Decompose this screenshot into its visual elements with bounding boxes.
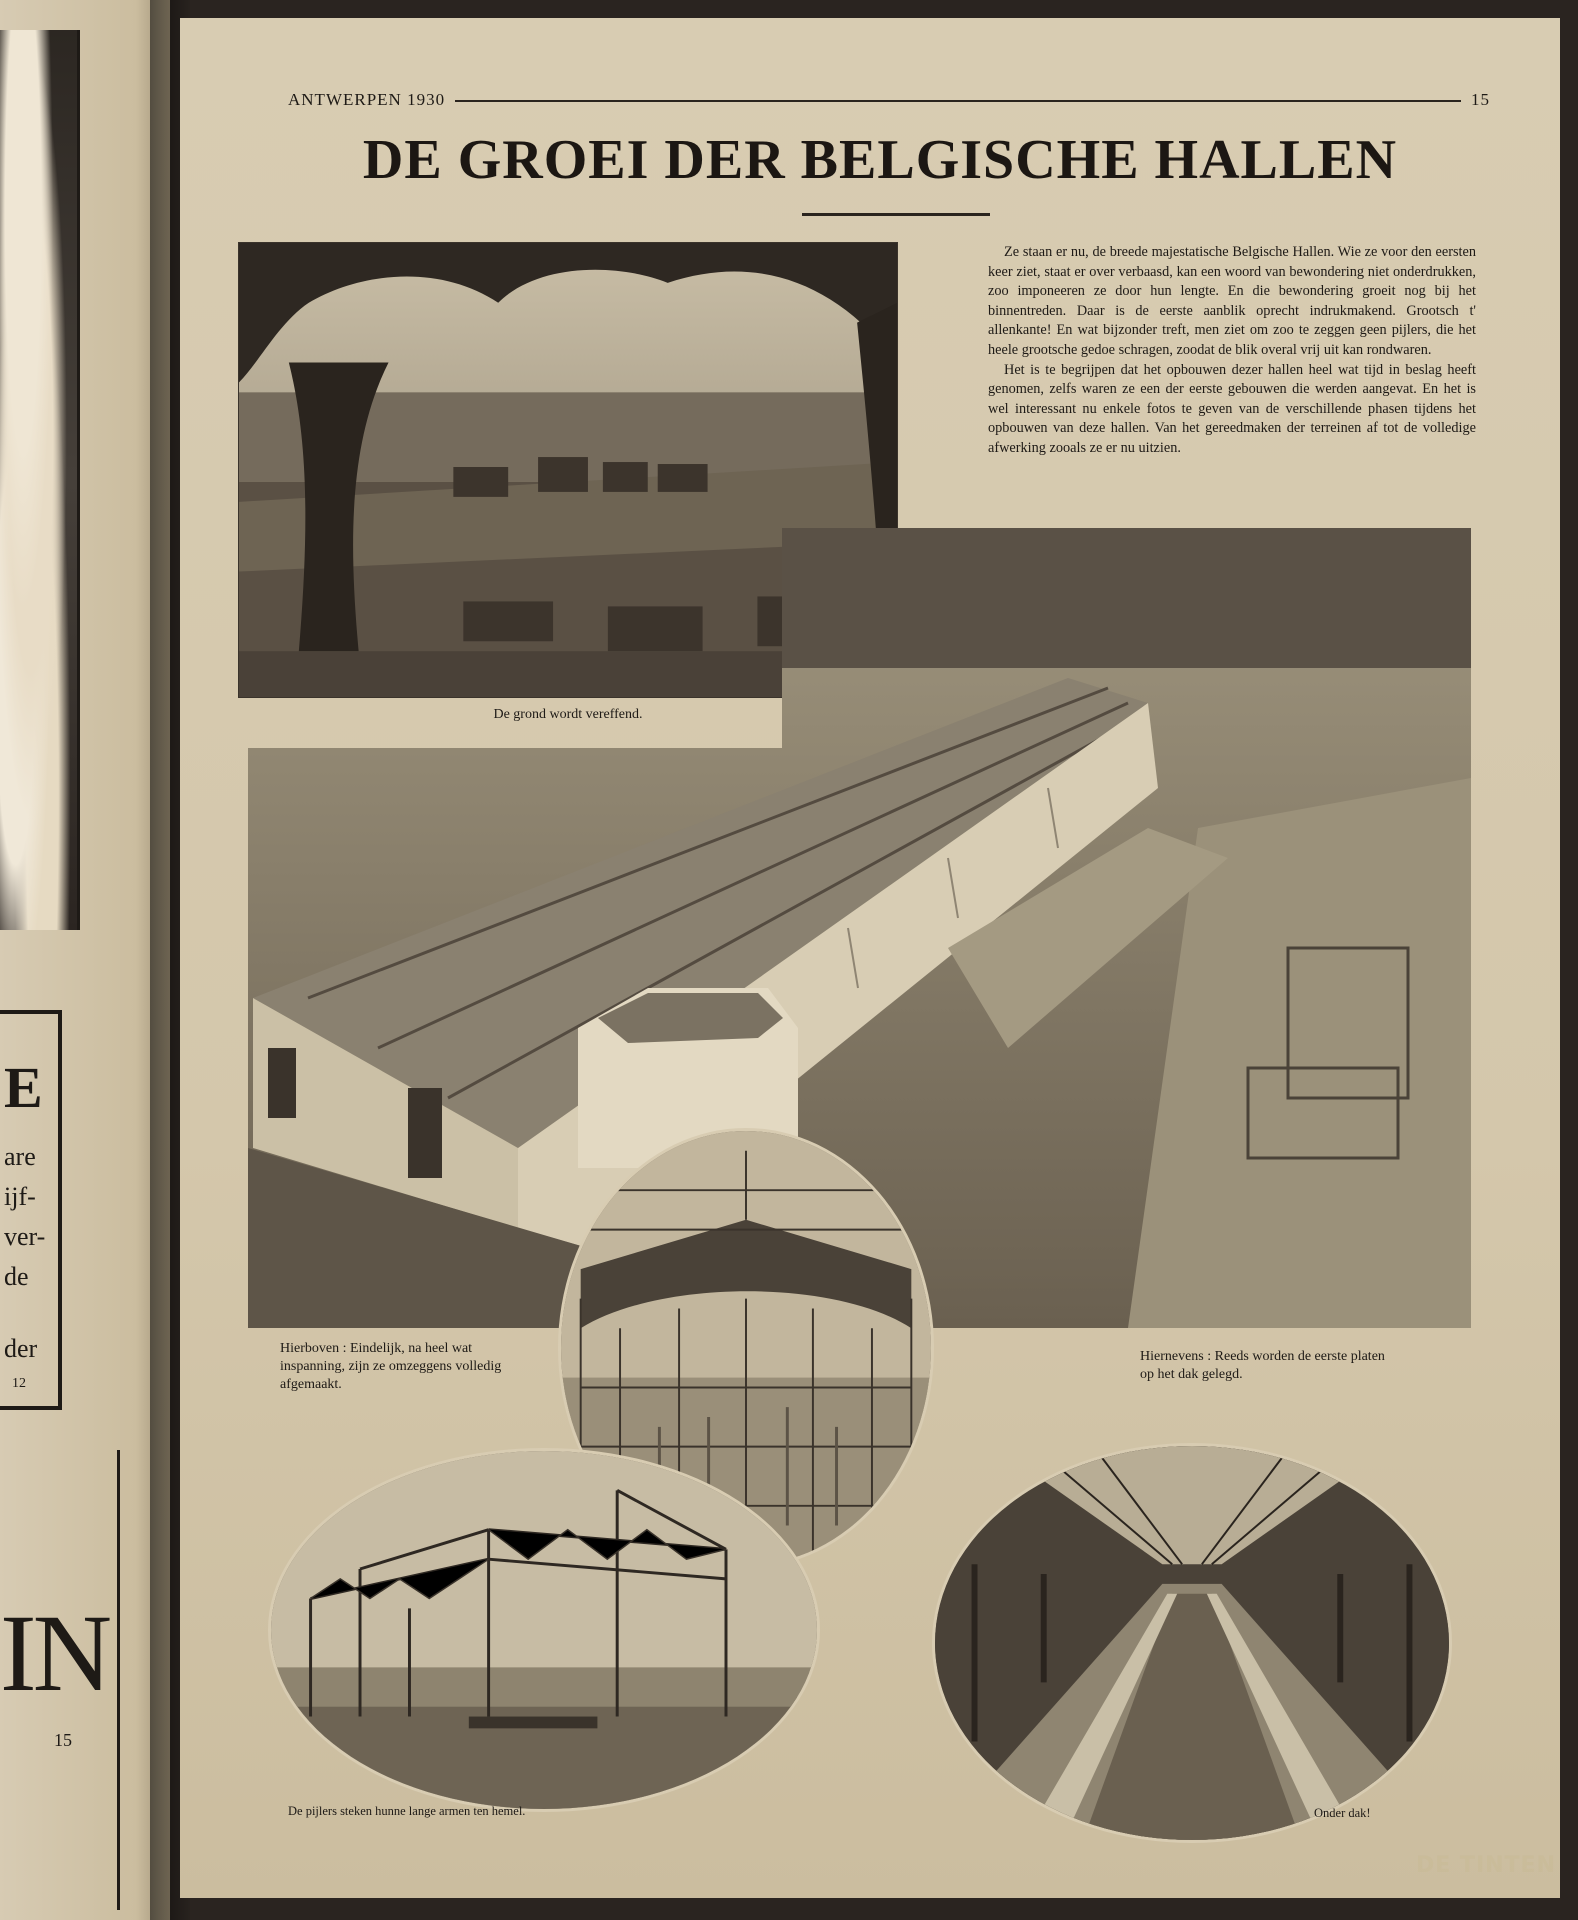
caption-ground: De grond wordt vereffend. bbox=[493, 707, 643, 722]
advert-large-text: IN bbox=[0, 1592, 109, 1714]
caption-roof: Onder dak! bbox=[1314, 1806, 1371, 1820]
caption-above: Hierboven : Eindelijk, na heel wat inspanning, zijn ze omzeggens volledig afgemaakt. bbox=[280, 1341, 502, 1392]
watermark: DE TINTEN bbox=[1415, 1853, 1556, 1878]
left-page-lower-advert bbox=[0, 1450, 120, 1910]
running-header bbox=[288, 88, 1490, 112]
advert-number: 12 bbox=[12, 1376, 26, 1391]
page-title: DE GROEI DER BELGISCHE HALLEN bbox=[362, 129, 1398, 191]
left-facing-page bbox=[0, 0, 170, 1920]
caption-beside: Hiernevens : Reeds worden de eerste platen op het dak gelegd. bbox=[1140, 1349, 1385, 1382]
left-page-photo bbox=[0, 30, 80, 930]
article-paragraph: Het is te begrijpen dat het opbouwen dezer hallen heel wat tijd in beslag heeft genomen, zelfs waren ze een der eerste gebouwen die werden aangevat. En het is wel interessant nu enkele fotos te geven van de verschillende phasen tijdens het opbouwen van deze hallen. Van het gereedmaken der terreinen af tot de volledige afwerking zooals ze er nu uitzien. bbox=[988, 361, 1476, 456]
advert-fragment: der bbox=[4, 1334, 38, 1363]
publication-name: ANTWERPEN 1930 bbox=[288, 90, 446, 109]
advert-fragment: de bbox=[4, 1262, 29, 1291]
article-paragraph: Ze staan er nu, de breede majestatische Belgische Hallen. Wie ze voor den eersten keer ziet, staat er over verbaasd, kan een woord van bewondering niet onderdrukken, zoo imponeeren ze door hun lengte. En die bewondering groeit nog bij het binnentreden. Daar is de eerste aanblik oprecht indrukmakend. Grootsch t' allenkante! En wat bijzonder treft, men ziet om zoo te zeggen geen pijlers, die het heele grootsche gedoe schragen, zoodat de blik overal vrij uit kan rondwaren. bbox=[988, 244, 1476, 358]
photo-pillars bbox=[268, 1448, 820, 1812]
magazine-page bbox=[180, 18, 1560, 1898]
photo-under-roof bbox=[932, 1443, 1452, 1843]
article-body bbox=[988, 243, 1476, 459]
advert-page-number: 15 bbox=[54, 1730, 72, 1750]
title-rule bbox=[802, 213, 990, 216]
advert-fragment: ver- bbox=[4, 1222, 46, 1251]
advert-fragment: are bbox=[4, 1142, 36, 1171]
advert-letter: E bbox=[4, 1055, 43, 1120]
caption-pillars: De pijlers steken hunne lange armen ten hemel. bbox=[288, 1804, 526, 1818]
left-page-advert bbox=[0, 1010, 62, 1410]
advert-fragment: ijf- bbox=[4, 1182, 36, 1211]
header-rule bbox=[455, 100, 1461, 102]
page-number: 15 bbox=[1471, 90, 1490, 109]
